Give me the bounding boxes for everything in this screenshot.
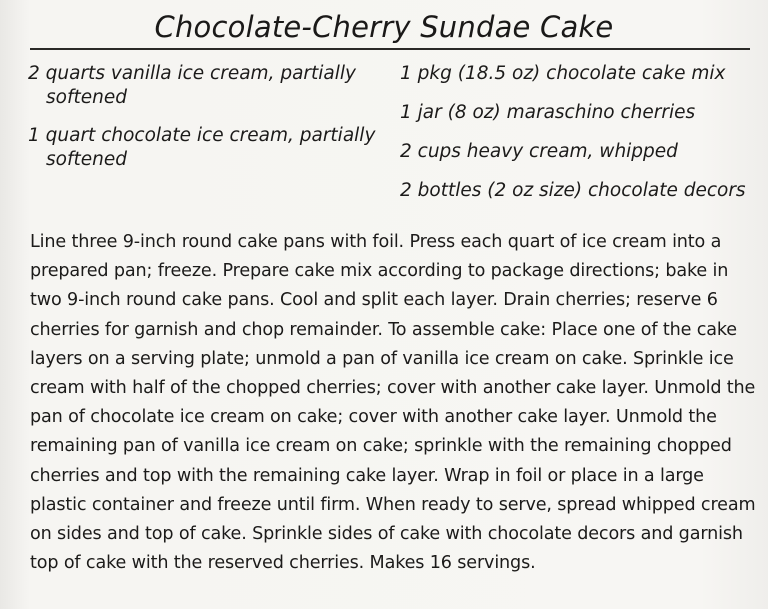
title-divider [30, 48, 750, 50]
ingredient-item: 2 cups heavy cream, whipped [400, 141, 678, 162]
recipe-directions [30, 228, 756, 578]
directions-line: Line three 9-inch round cake pans with foil. Press each quart of ice cream into a [30, 232, 722, 252]
directions-line: prepared pan; freeze. Prepare cake mix according to package directions; bake in [30, 261, 729, 282]
ingredient-item: 1 jar (8 oz) maraschino cherries [400, 102, 696, 123]
directions-line: layers on a serving plate; unmold a pan of vanilla ice cream on cake. Sprinkle ice [30, 348, 734, 369]
directions-line: cream with half of the chopped cherries; cover with another cake layer. Unmold the [30, 378, 756, 399]
ingredients-right-column [400, 62, 760, 218]
directions-line: cherries and top with the remaining cake layer. Wrap in foil or place in a large [30, 465, 704, 486]
ingredient-item: 2 quarts vanilla ice cream, partially softened [28, 63, 356, 108]
ingredient-item: 1 pkg (18.5 oz) chocolate cake mix [400, 63, 726, 84]
directions-line: on sides and top of cake. Sprinkle sides of cake with chocolate decors and garnish [30, 524, 743, 545]
directions-line: two 9-inch round cake pans. Cool and split each layer. Drain cherries; reserve 6 [30, 290, 718, 311]
directions-line: pan of chocolate ice cream on cake; cover with another cake layer. Unmold the [30, 407, 717, 428]
recipe-title: Chocolate-Cherry Sundae Cake [154, 10, 614, 44]
ingredients-list [28, 62, 758, 222]
directions-line: cherries for garnish and chop remainder. To assemble cake: Place one of the cake [30, 319, 737, 340]
directions-line: remaining pan of vanilla ice cream on cake; sprinkle with the remaining chopped [30, 436, 732, 457]
ingredient-item: 2 bottles (2 oz size) chocolate decors [400, 180, 746, 201]
directions-line: plastic container and freeze until firm. When ready to serve, spread whipped cream [30, 494, 756, 515]
ingredient-item: 1 quart chocolate ice cream, partially softened [28, 125, 376, 170]
directions-line: top of cake with the reserved cherries. Makes 16 servings. [30, 553, 536, 574]
ingredients-left-column [28, 62, 378, 186]
